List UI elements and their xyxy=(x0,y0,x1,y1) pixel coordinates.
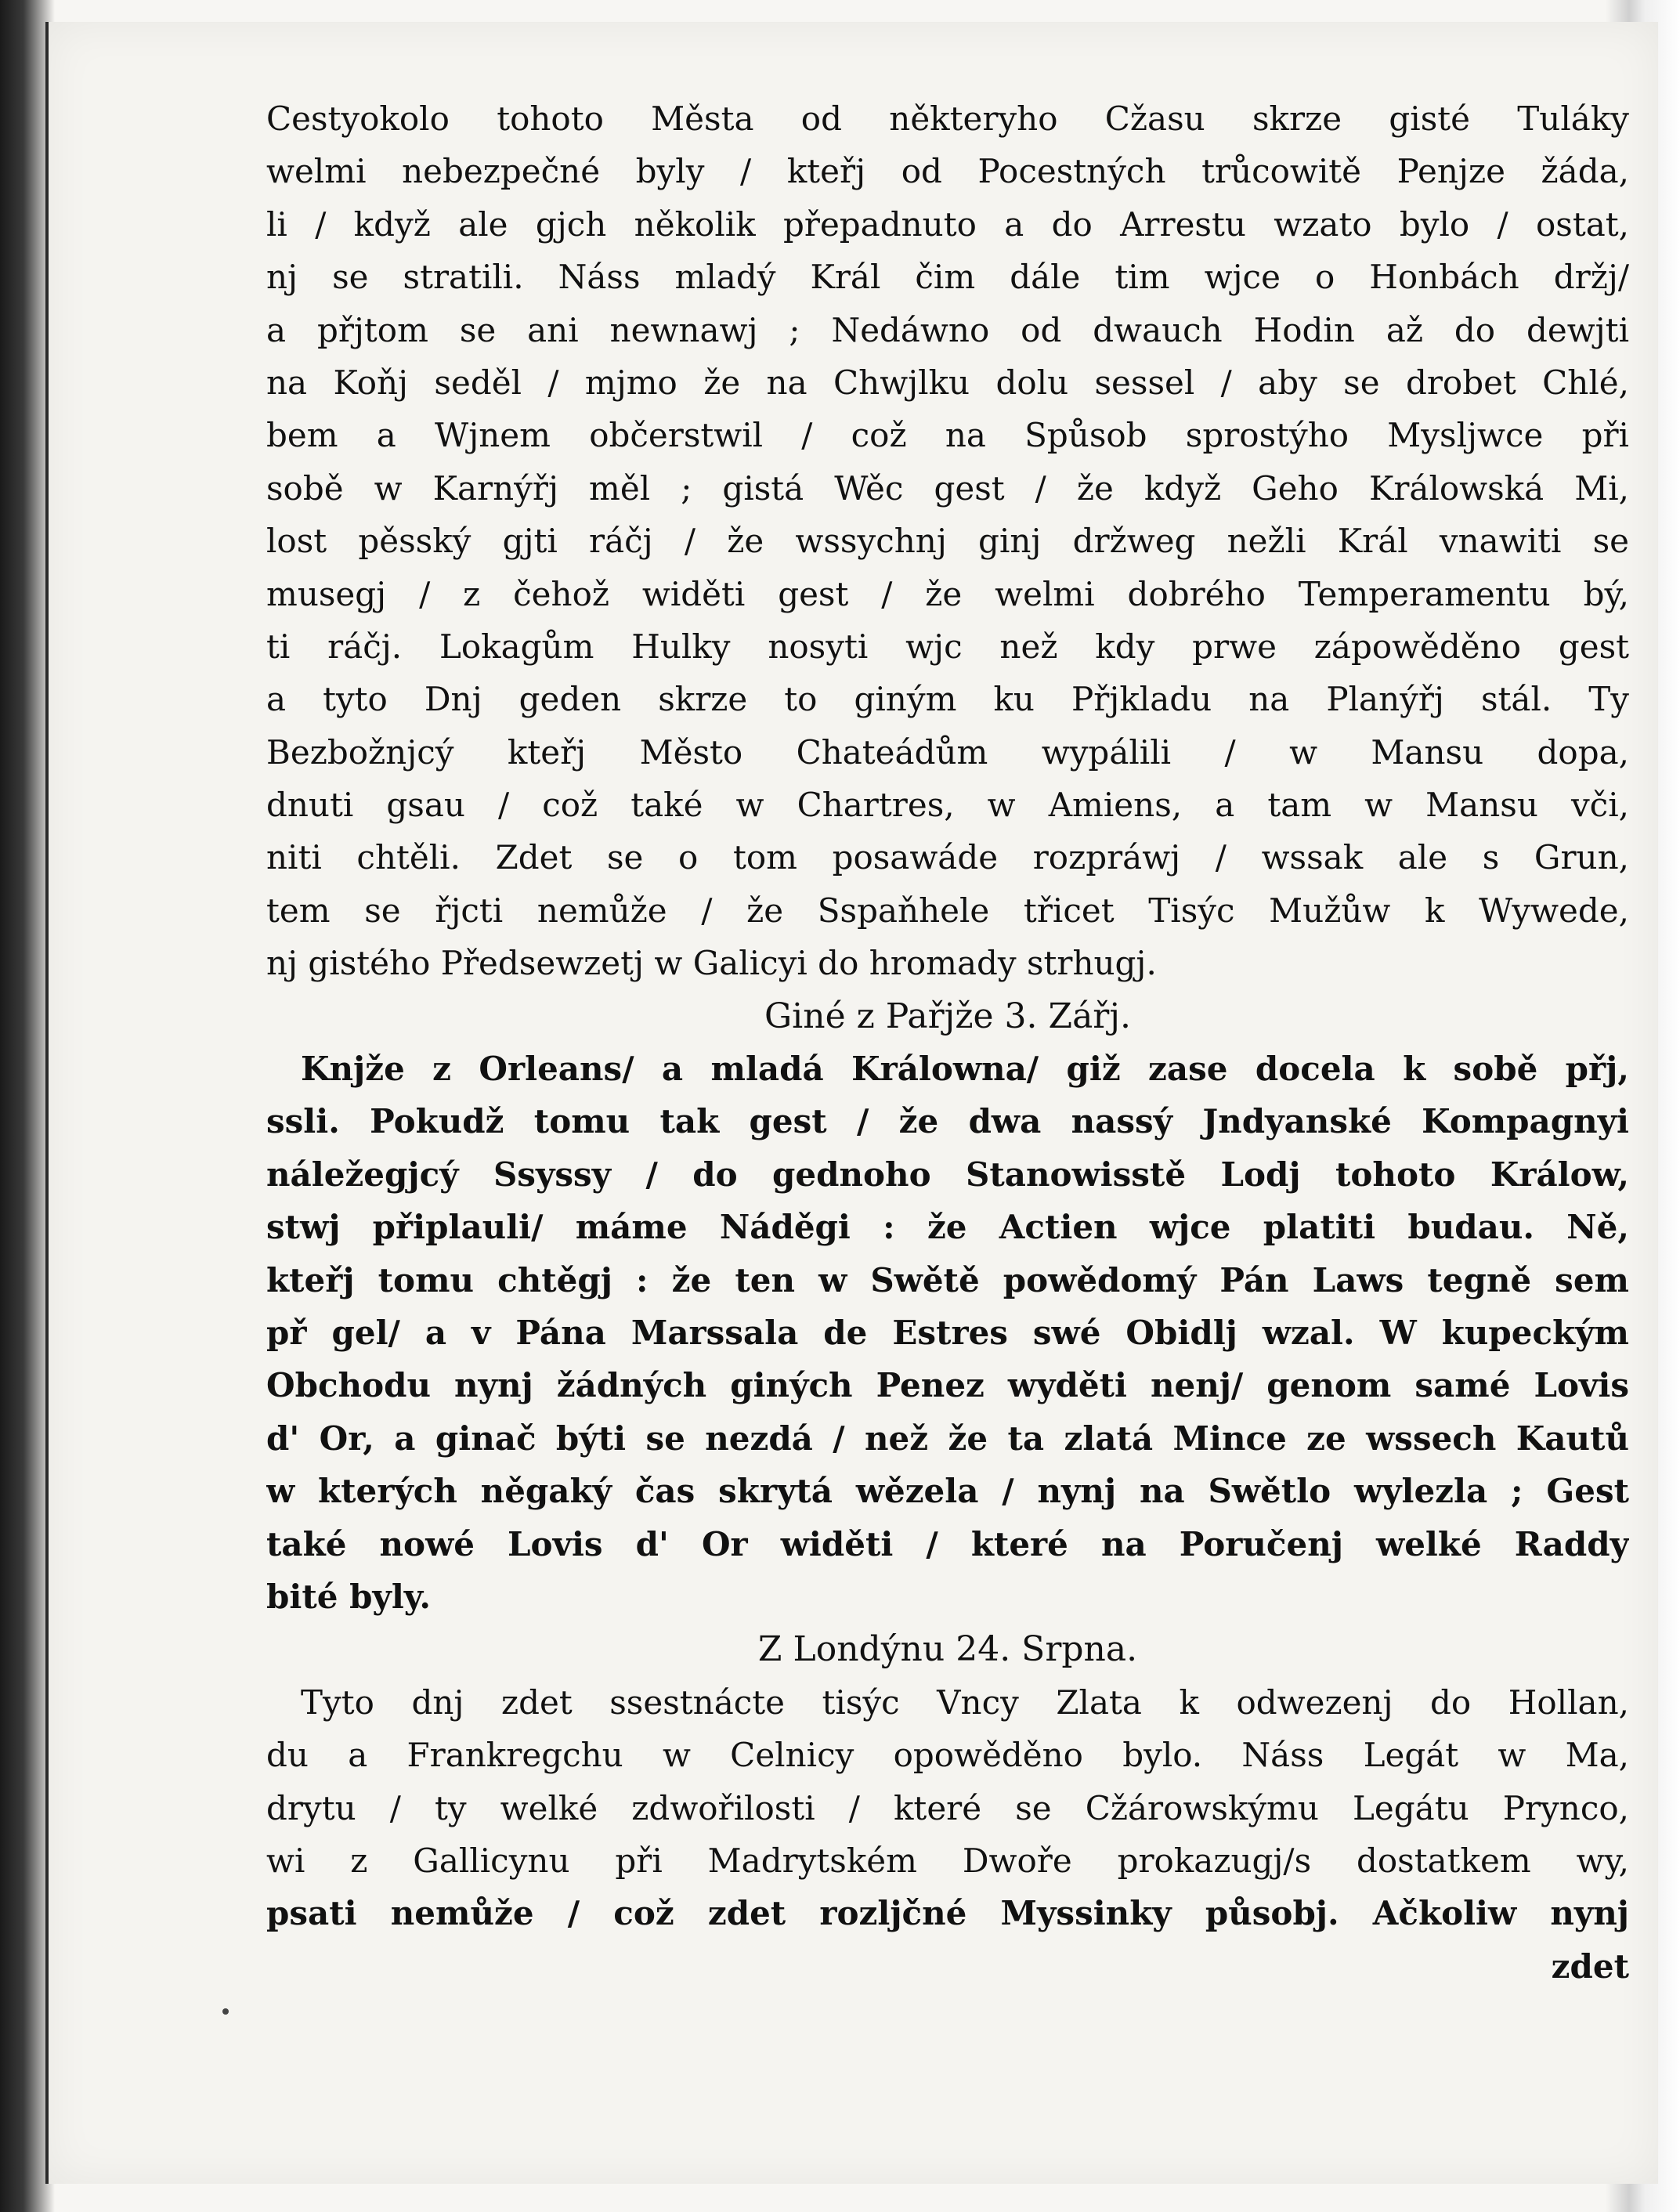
text-line: také nowé Lovis d' Or widěti / které na Poručenj welké Raddy xyxy=(266,1524,1629,1563)
text-line: stwj připlauli/ máme Náděgi : že Actien wjce platiti budau. Ně, xyxy=(266,1208,1629,1247)
text-line: Knjže z Orleans/ a mladá Králowna/ giž zase docela k sobě přj, xyxy=(301,1050,1629,1089)
text-line: př gel/ a v Pána Marssala de Estres swé Obidlj wzal. W kupeckým xyxy=(266,1313,1629,1352)
text-line: a přjtom se ani newnawj ; Nedáwno od dwauch Hodin až do dewjti xyxy=(266,310,1629,349)
text-line: tem se řjcti nemůže / že Sspaňhele třicet Tisýc Mužůw k Wywede, xyxy=(266,891,1629,930)
text-line: psati nemůže / což zdet rozljčné Myssinky působj. Ačkoliw nynj xyxy=(266,1894,1629,1933)
text-line: sobě w Karnýřj měl ; gistá Wěc gest / že když Geho Králowská Mi, xyxy=(266,468,1629,508)
text-line: ssli. Pokudž tomu tak gest / že dwa nassý Jndyanské Kompagnyi xyxy=(266,1102,1629,1141)
catchword: zdet xyxy=(1551,1946,1629,1986)
text-line: wi z Gallicynu při Madrytském Dwoře prokazugj/s dostatkem wy, xyxy=(266,1841,1629,1880)
text-line: a tyto Dnj geden skrze to giným ku Přjkladu na Planýřj stál. Ty xyxy=(266,680,1629,719)
text-line: nj se stratili. Náss mladý Král čim dále tim wjce o Honbách držj/ xyxy=(266,258,1629,297)
text-line: li / když ale gjch několik přepadnuto a do Arrestu wzato bylo / ostat, xyxy=(266,204,1629,244)
section-heading-london: Z Londýnu 24. Srpna. xyxy=(757,1629,1138,1670)
text-line: náležegjcý Ssyssy / do gednoho Stanowisstě Lodj tohoto Králow, xyxy=(266,1155,1629,1194)
text-line: Bezbožnjcý kteřj Město Chateádům wypálili / w Mansu dopa, xyxy=(266,732,1629,772)
ink-speck xyxy=(222,2008,229,2015)
text-line: niti chtěli. Zdet se o tom posawáde rozpráwj / wssak ale s Grun, xyxy=(266,838,1629,877)
text-line: Cestyokolo tohoto Města od některyho Cžasu skrze gisté Tuláky xyxy=(266,99,1629,138)
text-line: du a Frankregchu w Celnicy opowěděno bylo. Náss Legát w Ma, xyxy=(266,1736,1629,1775)
paragraph-paris-news xyxy=(266,1043,1629,1623)
page-text xyxy=(266,92,1629,1993)
text-line: welmi nebezpečné byly / kteřj od Pocestných trůcowitě Penjze žáda, xyxy=(266,152,1629,191)
text-line: Tyto dnj zdet ssestnácte tisýc Vncy Zlata k odwezenj do Hollan, xyxy=(301,1682,1629,1722)
text-line: drytu / ty welké zdwořilosti / které se Cžárowskýmu Legátu Pryncо, xyxy=(266,1788,1629,1827)
text-line: bité byly. xyxy=(266,1577,431,1616)
text-line: Obchodu nynj žádných giných Penez wyděti nenj/ genom samé Lovis xyxy=(266,1366,1629,1405)
text-line: lost pěsský gjti ráčj / že wssychnj ginj držweg nežli Král vnawiti se xyxy=(266,522,1629,561)
text-line: w kterých něgaký čas skrytá wězela / nynj na Swětlo wylezla ; Gest xyxy=(266,1472,1629,1511)
text-line: na Koňj seděl / mjmo že na Chwjlku dolu sessel / aby se drobet Chlé, xyxy=(266,363,1629,402)
section-heading-paris: Giné z Pařjže 3. Zářj. xyxy=(764,996,1131,1036)
paragraph-london-news xyxy=(266,1676,1629,1940)
text-line: musegj / z čehož widěti gest / že welmi dobrého Temperamentu bý, xyxy=(266,574,1629,613)
text-line: nj gistého Předsewzetj w Galicyi do hromady strhugj. xyxy=(266,944,1157,983)
text-line: kteřj tomu chtěgj : že ten w Swětě powědomý Pán Laws tegně sem xyxy=(266,1260,1629,1299)
text-line: dnuti gsau / což také w Chartres, w Amiens, a tam w Mansu vči, xyxy=(266,786,1629,825)
text-line: d' Or, a ginač býti se nezdá / než že ta zlatá Mince ze wssech Kautů xyxy=(266,1419,1629,1458)
text-line: ti ráčj. Lokagům Hulky nosyti wjc než kdy prwe zápowěděno gest xyxy=(266,627,1629,666)
paragraph-city-news xyxy=(266,92,1629,990)
text-line: bem a Wjnem občerstwil / což na Spůsob sprostýho Myslјwce při xyxy=(266,416,1629,455)
